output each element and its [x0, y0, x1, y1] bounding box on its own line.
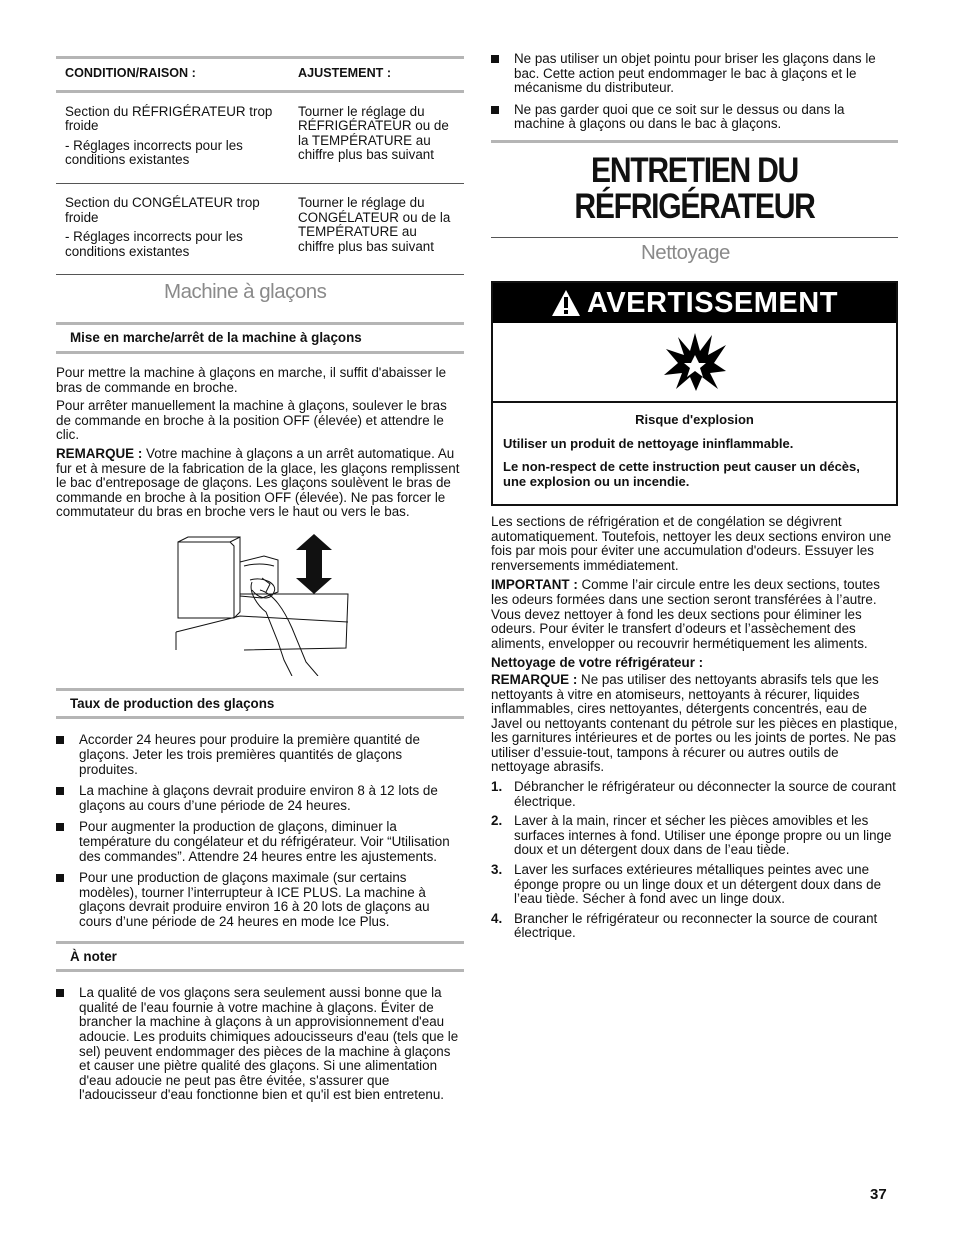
ice-maker-illustration — [174, 532, 414, 676]
note-text: Votre machine à glaçons a un arrêt automatique. Au fur et à mesure de la fabrication de la glace, les glaçons remplissent le bac d'entreposage de glaçons. Les glaçons soulèvent le bras de commande en broche à la position OFF (élevée). Ne pas forcer le commutateur du bras en broche vers le haut ou vers le bas. — [56, 445, 460, 520]
page-title — [519, 150, 869, 226]
note-label: REMARQUE : — [56, 445, 143, 461]
divider — [491, 140, 898, 143]
ice-maker-drawing — [174, 532, 414, 676]
note-list — [56, 986, 464, 1103]
list-item: Pour augmenter la production de glaçons, diminuer la température du congélateur et du réfrigérateur. Voir “Utilisation des commandes”. Attendre 24 heures entre les ajustements. — [56, 820, 464, 864]
note-heading: À noter — [56, 941, 464, 973]
table-header-row — [56, 58, 464, 92]
bullet-icon — [56, 823, 64, 831]
list-item: Ne pas garder quoi que ce soit sur le dessus ou dans la machine à glaçons ou dans le bac à glaçons. — [491, 103, 898, 132]
warning-text — [493, 403, 896, 504]
list-item: Pour une production de glaçons maximale (sur certains modèles), tourner l’interrupteur à ICE PLUS. La machine à glaçons devrait produire environ 16 à 20 lots de glaçons au cours d’une période de 24 heures en mode Ice Plus. — [56, 871, 464, 929]
warning-line-2: Le non-respect de cette instruction peut causer un décès, une explosion ou un incendie. — [503, 458, 860, 489]
ice-note — [56, 447, 464, 520]
care-remark — [491, 673, 898, 775]
remark-text: Ne pas utiliser des nettoyants abrasifs tels que les nettoyants à vitre en atomiseurs, nettoyants à récurer, liquides inflammables, cires nettoyantes, détergents concentrés, eau de Javel ou nettoyants contenant du pétrole sur les pièces en plastique, les garnitures intérieures et de portes ou les joints de portes. Ne pas utiliser d’essuie-tout, tampons à récurer ou autres outils de nettoyage abrasifs. — [491, 671, 898, 775]
cleaning-title: Nettoyage — [641, 240, 730, 264]
ice-para-1: Pour mettre la machine à glaçons en marche, il suffit d'abaisser le bras de commande en broche. — [56, 364, 447, 395]
warning-header — [493, 283, 896, 323]
warning-header-text: AVERTISSEMENT — [587, 286, 838, 319]
table-row — [56, 183, 464, 274]
page-title-line-1: ENTRETIEN DU — [591, 150, 798, 190]
ice-bin-list — [491, 52, 898, 132]
bullet-icon — [56, 787, 64, 795]
warning-line-1: Utiliser un produit de nettoyage ininflammable. — [503, 435, 794, 451]
bullet-icon — [491, 106, 499, 114]
bullet-icon — [56, 736, 64, 744]
troubleshoot-table — [56, 56, 464, 275]
onoff-heading: Mise en marche/arrêt de la machine à glaçons — [56, 322, 464, 354]
page-title-line-2: RÉFRIGÉRATEUR — [574, 186, 815, 226]
table-header-condition: CONDITION/RAISON : — [56, 58, 289, 92]
rate-list — [56, 733, 464, 929]
cleaning-steps — [491, 780, 898, 941]
list-item: La machine à glaçons devrait produire environ 8 à 12 lots de glaçons au cours d’une période de 24 heures. — [56, 784, 464, 813]
list-item: Accorder 24 heures pour produire la première quantité de glaçons. Jeter les trois premières quantités de glaçons produites. — [56, 733, 464, 777]
table-cell-adjust: Tourner le réglage du CONGÉLATEUR ou de la TEMPÉRATURE au chiffre plus bas suivant — [289, 183, 464, 274]
list-item: 3. Laver les surfaces extérieures métalliques peintes avec une éponge propre ou un linge doux et un détergent doux dans de l’eau tiède. Sécher à fond avec un linge doux. — [491, 862, 882, 907]
warning-triangle-icon — [551, 289, 581, 317]
table-cell-condition — [56, 183, 289, 274]
condition-text: Section du RÉFRIGÉRATEUR trop froide — [65, 103, 273, 134]
table-cell-condition — [56, 91, 289, 183]
ice-maker-title: Machine à glaçons — [164, 280, 327, 304]
bullet-icon — [56, 874, 64, 882]
condition-text: Section du CONGÉLATEUR trop froide — [65, 194, 260, 225]
care-para-1: Les sections de réfrigération et de congélation se dégivrent automatiquement. Toutefois, nettoyer les deux sections environ une fois par mois pour éviter une accumulation d'odeurs. Essuyer les renversements immédiatement. — [491, 513, 892, 573]
list-item: Ne pas utiliser un objet pointu pour briser les glaçons dans le bac. Cette action peut endommager le bac à glaçons et le mécanisme du distributeur. — [491, 52, 898, 96]
table-header-adjust: AJUSTEMENT : — [289, 58, 464, 92]
bullet-icon — [491, 55, 499, 63]
warning-risk: Risque d'explosion — [635, 411, 754, 427]
remark-label: REMARQUE : — [491, 671, 578, 687]
list-item: 2. Laver à la main, rincer et sécher les pièces amovibles et les surfaces internes à fond. Utiliser une éponge propre ou un linge doux et un détergent doux dans de l’eau tiède. — [491, 813, 892, 858]
ice-para-2: Pour arrêter manuellement la machine à glaçons, soulever le bras de commande en broche à la position OFF (élevée) et attendre le clic. — [56, 398, 447, 443]
divider — [491, 237, 898, 238]
page-number: 37 — [870, 1186, 887, 1203]
table-cell-adjust: Tourner le réglage du RÉFRIGÉRATEUR ou de la TEMPÉRATURE au chiffre plus bas suivant — [289, 91, 464, 183]
care-important — [491, 578, 898, 651]
list-item: 4. Brancher le réfrigérateur ou reconnecter la source de courant électrique. — [491, 910, 878, 941]
list-item: La qualité de vos glaçons sera seulement aussi bonne que la qualité de l'eau fournie à votre machine à glaçons. Éviter de brancher la machine à glaçons à un approvisionnement d'eau adoucie. Les produits chimiques adoucisseurs d'eau (tels que le sel) peuvent endommager des pièces de la machine à glaçons et causer une piètre qualité des glaçons. Si une alimentation d'eau adoucie ne peut pas être évitée, s'assurer que l'adoucisseur d'eau fonctionne bien et qu'il est bien entretenu. — [56, 986, 464, 1103]
fridge-heading: Nettoyage de votre réfrigérateur : — [491, 655, 704, 671]
important-text: Comme l’air circule entre les deux sections, toutes les odeurs formées dans une section seront transférées à l’autre. Vous devez nettoyer à fond les deux sections pour éliminer les odeurs. Pour éviter le transfert d’odeurs et l’assèchement des aliments, envelopper ou recouvrir hermétiquement les aliments. — [491, 577, 880, 651]
reason-text: - Réglages incorrects pour les conditions existantes — [65, 229, 243, 259]
left-column — [56, 56, 464, 1110]
right-column — [491, 52, 898, 946]
warning-box — [491, 281, 898, 506]
rate-heading: Taux de production des glaçons — [56, 688, 464, 720]
table-row — [56, 91, 464, 183]
warning-pictogram — [493, 323, 896, 403]
list-item: 1. Débrancher le réfrigérateur ou déconnecter la source de courant électrique. — [491, 779, 896, 809]
reason-text: - Réglages incorrects pour les conditions existantes — [65, 137, 243, 168]
important-label: IMPORTANT : — [491, 577, 578, 593]
explosion-icon — [662, 331, 728, 393]
bullet-icon — [56, 989, 64, 997]
